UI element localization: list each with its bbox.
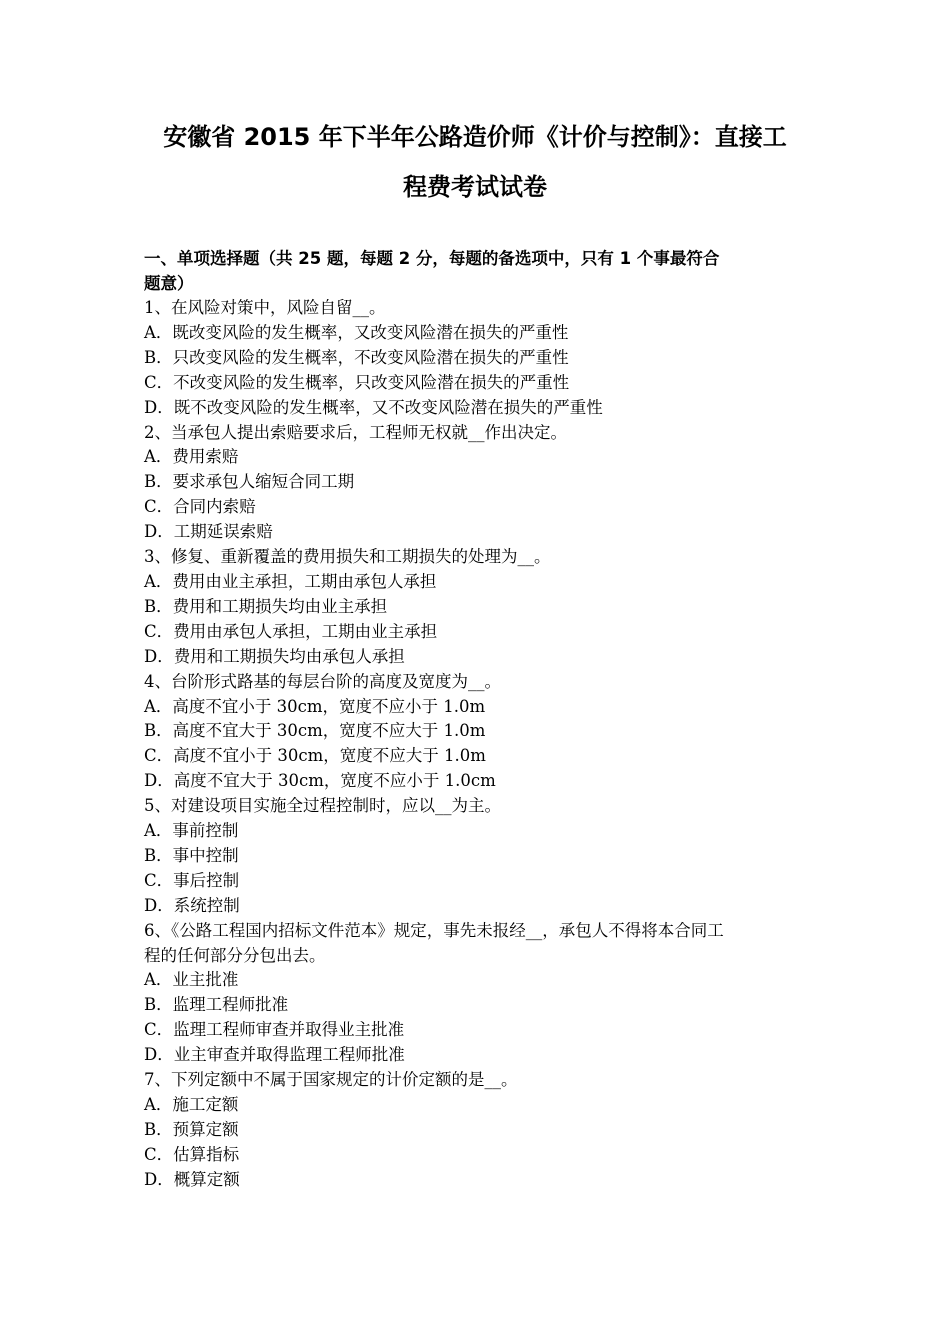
answer-option: B．只改变风险的发生概率，不改变风险潜在损失的严重性 <box>144 347 569 367</box>
question-item <box>144 421 808 546</box>
answer-option: B．高度不宜大于 30cm，宽度不应大于 1.0m <box>144 721 486 741</box>
answer-option: C．事后控制 <box>144 870 240 890</box>
question-item <box>144 670 808 795</box>
question-stem: 1、在风险对策中，风险自留__。 <box>144 298 386 317</box>
answer-option: A．事前控制 <box>144 821 239 841</box>
answer-option: B．监理工程师批准 <box>144 995 289 1015</box>
question-item <box>144 919 808 1068</box>
answer-option: C．合同内索赔 <box>144 497 256 517</box>
question-list <box>144 296 808 1193</box>
answer-option: A．施工定额 <box>144 1095 239 1114</box>
answer-option: C．费用由承包人承担，工期由业主承担 <box>144 621 438 641</box>
answer-option: D．工期延误索赔 <box>144 522 273 542</box>
section-heading <box>144 246 808 296</box>
question-stem: 5、对建设项目实施全过程控制时，应以__为主。 <box>144 796 501 816</box>
document-title <box>120 112 830 212</box>
section-heading-line-1: 一、单项选择题（共 25 题，每题 2 分，每题的备选项中，只有 1 个事最符合 <box>144 249 720 268</box>
answer-option: B．要求承包人缩短合同工期 <box>144 472 355 492</box>
answer-option: D．系统控制 <box>144 895 240 915</box>
answer-option: A．费用索赔 <box>144 447 239 467</box>
exam-content <box>144 246 808 1193</box>
question-stem: 6、《公路工程国内招标文件范本》规定，事先未报经__，承包人不得将本合同工 <box>144 920 724 940</box>
question-stem: 程的任何部分分包出去。 <box>144 945 326 965</box>
answer-option: B．费用和工期损失均由业主承担 <box>144 596 388 616</box>
answer-option: D．业主审查并取得监理工程师批准 <box>144 1045 405 1065</box>
title-line-1: 安徽省 2015 年下半年公路造价师《计价与控制》：直接工 <box>163 123 787 151</box>
answer-option: D．费用和工期损失均由承包人承担 <box>144 646 405 666</box>
answer-option: C．高度不宜小于 30cm，宽度不应大于 1.0m <box>144 746 486 766</box>
answer-option: C．估算指标 <box>144 1144 240 1164</box>
question-item <box>144 296 808 421</box>
answer-option: D．高度不宜大于 30cm，宽度不应小于 1.0cm <box>144 771 496 791</box>
title-line-2: 程费考试试卷 <box>403 173 547 201</box>
question-stem: 4、台阶形式路基的每层台阶的高度及宽度为__。 <box>144 671 501 691</box>
answer-option: A．业主批准 <box>144 970 239 990</box>
question-item <box>144 794 808 919</box>
question-item <box>144 545 808 670</box>
question-stem: 3、修复、重新覆盖的费用损失和工期损失的处理为__。 <box>144 547 551 567</box>
answer-option: B．预算定额 <box>144 1119 239 1139</box>
answer-option: B．事中控制 <box>144 845 239 865</box>
answer-option: A．既改变风险的发生概率，又改变风险潜在损失的严重性 <box>144 322 569 342</box>
answer-option: D．既不改变风险的发生概率，又不改变风险潜在损失的严重性 <box>144 397 603 417</box>
question-item <box>144 1068 808 1193</box>
answer-option: A．费用由业主承担，工期由承包人承担 <box>144 571 437 591</box>
answer-option: A．高度不宜小于 30cm，宽度不应小于 1.0m <box>144 696 486 716</box>
question-stem: 2、当承包人提出索赔要求后，工程师无权就__作出决定。 <box>144 422 567 442</box>
answer-option: C．不改变风险的发生概率，只改变风险潜在损失的严重性 <box>144 372 570 392</box>
section-heading-line-2: 题意） <box>144 274 194 293</box>
answer-option: D．概算定额 <box>144 1169 240 1189</box>
question-stem: 7、下列定额中不属于国家规定的计价定额的是__。 <box>144 1070 518 1090</box>
answer-option: C．监理工程师审查并取得业主批准 <box>144 1020 405 1040</box>
